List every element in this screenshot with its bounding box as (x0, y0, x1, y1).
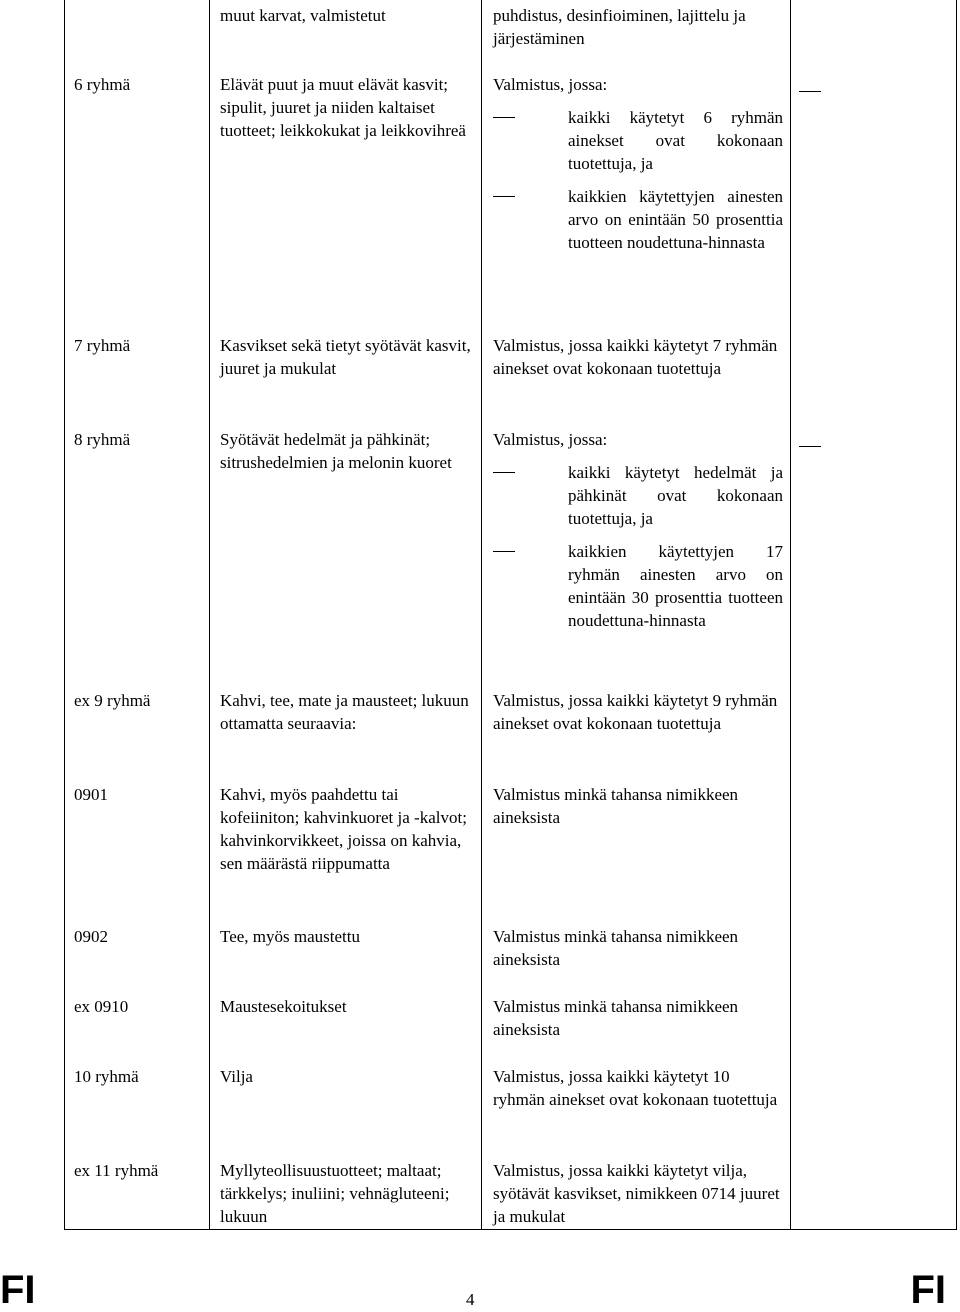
alternative-requirement-value (799, 91, 821, 92)
list-item-text: kaikki käytetyt hedelmät ja pähkinät ovat kokonaan tuotettuja, ja (568, 463, 783, 528)
dash-marker (493, 117, 515, 118)
working-requirement: Valmistus minkä tahansa nimikkeen aineksista (493, 785, 739, 827)
product-description: Myllyteollisuustuotteet; maltaat; tärkkelys; inuliini; vehnägluteeni; lukuun (220, 1161, 450, 1226)
working-requirement: Valmistus minkä tahansa nimikkeen aineksista (493, 927, 739, 969)
language-mark-left: FI (0, 1268, 36, 1312)
requirement-intro: Valmistus, jossa: (493, 430, 608, 449)
heading-code: ex 11 ryhmä (74, 1161, 159, 1180)
working-requirement (493, 428, 783, 632)
working-requirement: Valmistus, jossa kaikki käytetyt 10 ryhmän ainekset ovat kokonaan tuotettuja (493, 1067, 778, 1109)
heading-code: 0901 (74, 785, 108, 804)
product-description: muut karvat, valmistetut (220, 6, 386, 25)
list-item (493, 185, 783, 254)
list-item (493, 106, 783, 175)
heading-code: 8 ryhmä (74, 430, 131, 449)
product-description: Kahvi, tee, mate ja mausteet; lukuun ottamatta seuraavia: (220, 691, 469, 733)
list-item (493, 461, 783, 530)
heading-code: ex 0910 (74, 997, 129, 1016)
heading-code: 0902 (74, 927, 108, 946)
product-description: Maustesekoitukset (220, 997, 347, 1016)
list-item-text: kaikkien käytettyjen ainesten arvo on enintään 50 prosenttia tuotteen noudettuna-hinnasta (568, 187, 783, 252)
heading-code: 6 ryhmä (74, 75, 131, 94)
product-description: Tee, myös maustettu (220, 927, 360, 946)
heading-code: ex 9 ryhmä (74, 691, 151, 710)
page-number: 4 (466, 1290, 475, 1309)
working-requirement: Valmistus, jossa kaikki käytetyt vilja, syötävät kasvikset, nimikkeen 0714 juuret ja mukulat (493, 1161, 780, 1226)
working-requirement: puhdistus, desinfioiminen, lajittelu ja järjestäminen (493, 6, 746, 48)
heading-code: 7 ryhmä (74, 336, 131, 355)
alternative-requirement (799, 428, 899, 451)
product-description: Kasvikset sekä tietyt syötävät kasvit, juuret ja mukulat (220, 336, 471, 378)
heading-code: 10 ryhmä (74, 1067, 139, 1086)
alternative-requirement (799, 73, 899, 96)
working-requirement: Valmistus, jossa kaikki käytetyt 7 ryhmän ainekset ovat kokonaan tuotettuja (493, 336, 778, 378)
language-mark-right: FI (910, 1268, 946, 1312)
dash-marker (493, 472, 515, 473)
alternative-requirement-value (799, 446, 821, 447)
product-description: Vilja (220, 1067, 253, 1086)
column-divider-3 (790, 0, 791, 1230)
column-divider-1 (209, 0, 210, 1230)
product-description: Elävät puut ja muut elävät kasvit; sipulit, juuret ja niiden kaltaiset tuotteet; leikkokukat ja leikkovihreä (220, 75, 466, 140)
working-requirement (493, 73, 783, 254)
working-requirement: Valmistus minkä tahansa nimikkeen aineksista (493, 997, 739, 1039)
dash-marker (493, 551, 515, 552)
list-item-text: kaikkien käytettyjen 17 ryhmän ainesten arvo on enintään 30 prosenttia tuotteen noudettuna-hinnasta (568, 542, 783, 630)
list-item-text: kaikki käytetyt 6 ryhmän ainekset ovat kokonaan tuotettuja, ja (568, 108, 783, 173)
requirement-intro: Valmistus, jossa: (493, 75, 608, 94)
product-description: Syötävät hedelmät ja pähkinät; sitrushedelmien ja melonin kuoret (220, 430, 452, 472)
dash-marker (493, 196, 515, 197)
product-description: Kahvi, myös paahdettu tai kofeiiniton; kahvinkuoret ja -kalvot; kahvinkorvikkeet, joissa on kahvia, sen määrästä riippumatta (220, 785, 467, 873)
working-requirement: Valmistus, jossa kaikki käytetyt 9 ryhmän ainekset ovat kokonaan tuotettuja (493, 691, 778, 733)
list-item (493, 540, 783, 632)
column-divider-2 (481, 0, 482, 1230)
